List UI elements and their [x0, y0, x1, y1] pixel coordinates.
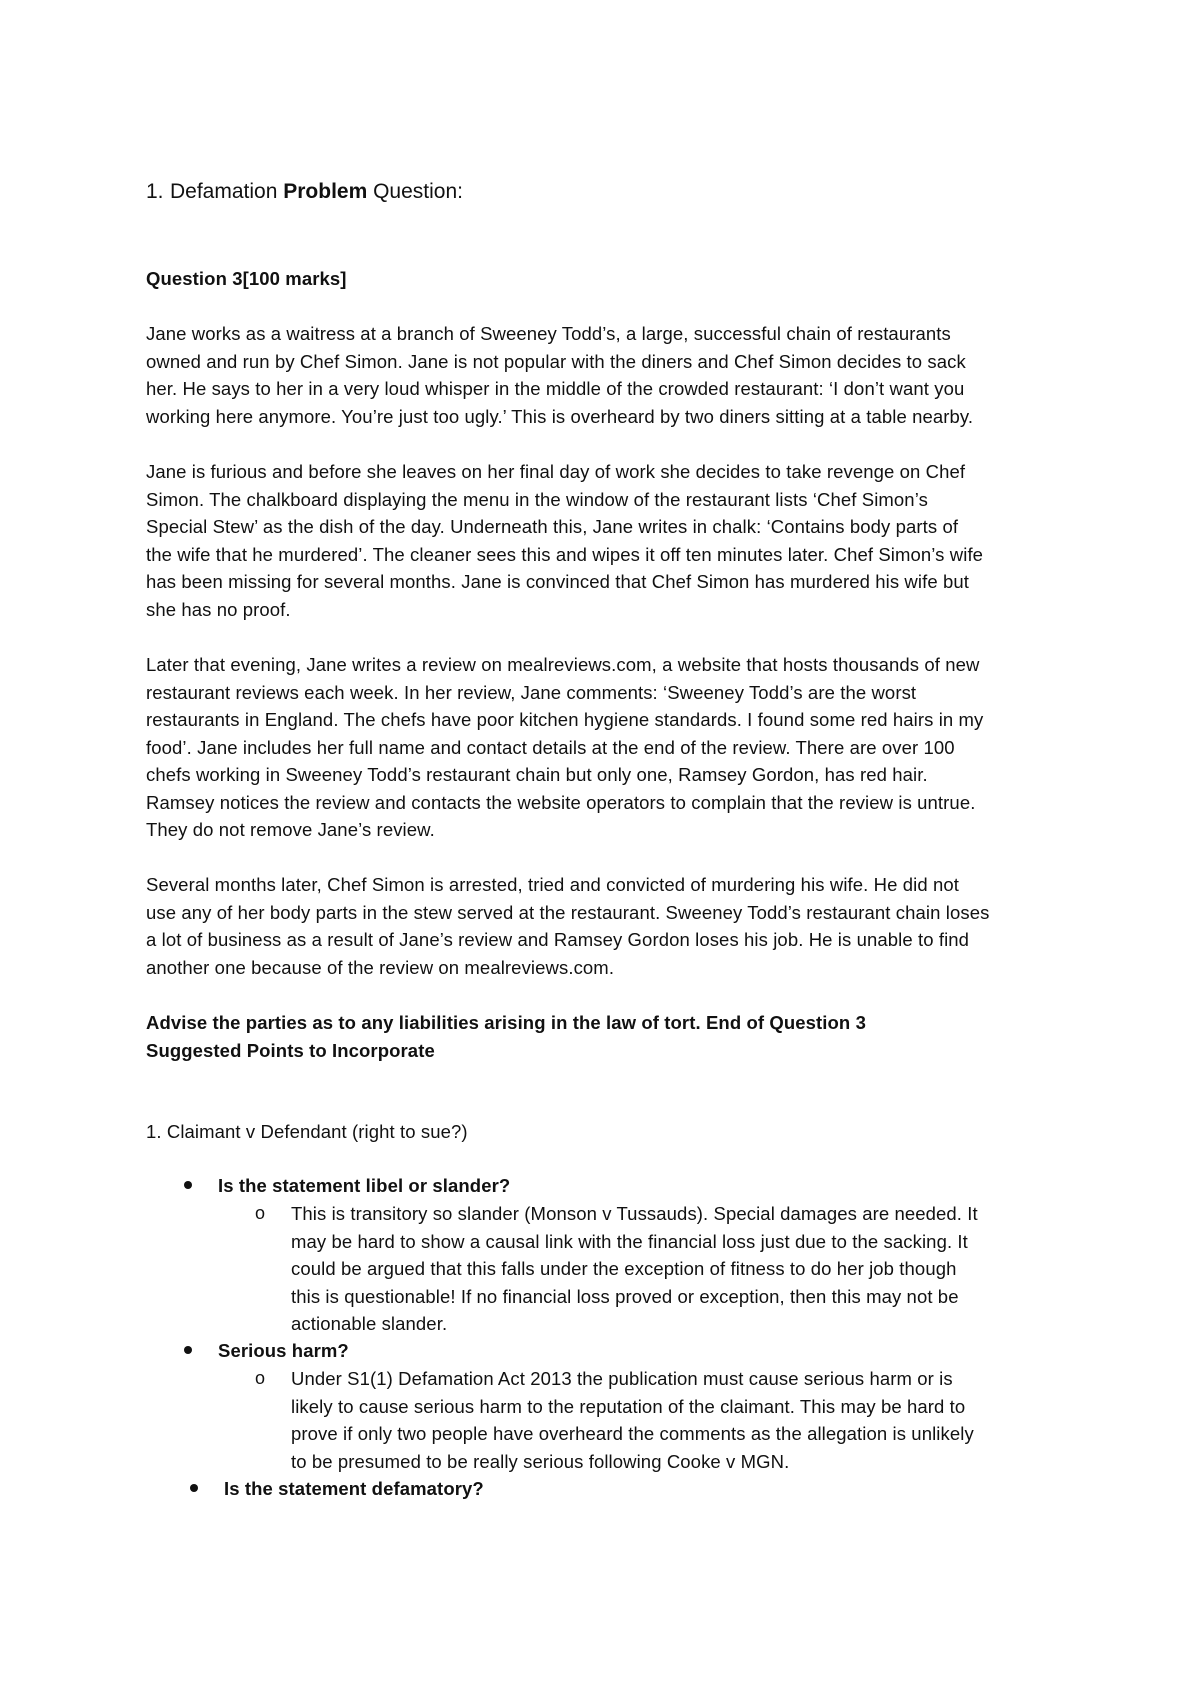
- heading-text-b: Problem: [283, 180, 368, 203]
- instruction-subheading: Suggested Points to Incorporate: [146, 1039, 435, 1061]
- paragraph-line: Several months later, Chef Simon is arrested, tried and convicted of murdering his wife. He did not: [146, 874, 959, 895]
- paragraph-line: the wife that he murdered’. The cleaner sees this and wipes it off ten minutes later. Chef Simon’s wife: [146, 543, 984, 565]
- paragraph-line: chefs working in Sweeney Todd’s restaurant chain but only one, Ramsey Gordon, has red hair.: [146, 764, 928, 785]
- bullet-2-line: Under S1(1) Defamation Act 2013 the publication must cause serious harm or is: [291, 1368, 953, 1389]
- bullet-icon: [190, 1484, 198, 1492]
- paragraph-line: she has no proof.: [146, 598, 291, 620]
- instruction-line: Advise the parties as to any liabilities arising in the law of tort. End of Question 3: [146, 1012, 866, 1033]
- heading-text-a: Defamation: [170, 180, 284, 203]
- heading-text-c: Question:: [367, 180, 463, 203]
- bullet-1-line: this is questionable! If no financial loss proved or exception, then this may not be: [291, 1285, 959, 1307]
- bullet-1-line: This is transitory so slander (Monson v Tussauds). Special damages are needed. It: [291, 1203, 978, 1224]
- paragraph-line: Special Stew’ as the dish of the day. Underneath this, Jane writes in chalk: ‘Contains body parts of: [146, 516, 959, 537]
- bullet-2-label: Serious harm?: [218, 1340, 349, 1361]
- sub-bullet-icon: o: [255, 1203, 266, 1223]
- sub-bullet-icon: o: [255, 1368, 266, 1388]
- paragraph-line: restaurant reviews each week. In her review, Jane comments: ‘Sweeney Todd’s are the worst: [146, 681, 917, 703]
- paragraph-line: a lot of business as a result of Jane’s review and Ramsey Gordon loses his job. He is unable to find: [146, 929, 970, 950]
- paragraph-line: has been missing for several months. Jane is convinced that Chef Simon has murdered his wife but: [146, 571, 969, 592]
- paragraph-line: her. He says to her in a very loud whisper in the middle of the crowded restaurant: ‘I don’t want you: [146, 378, 965, 399]
- paragraph-line: owned and run by Chef Simon. Jane is not popular with the diners and Chef Simon decides to sack: [146, 350, 966, 372]
- bullet-2-line: to be presumed to be really serious following Cooke v MGN.: [291, 1450, 790, 1472]
- paragraph-line: Jane is furious and before she leaves on her final day of work she decides to take revenge on Chef: [146, 461, 966, 482]
- paragraph-line: They do not remove Jane’s review.: [146, 819, 435, 840]
- heading-number: 1.: [146, 180, 164, 203]
- bullet-1-label: Is the statement libel or slander?: [218, 1175, 511, 1196]
- bullet-1-line: may be hard to show a causal link with the financial loss just due to the sacking. It: [291, 1230, 968, 1252]
- question-title: Question 3[100 marks]: [146, 268, 347, 289]
- paragraph-line: Later that evening, Jane writes a review on mealreviews.com, a website that hosts thousands of new: [146, 654, 980, 675]
- paragraph-line: restaurants in England. The chefs have poor kitchen hygiene standards. I found some red hairs in my: [146, 709, 984, 730]
- paragraph-line: Jane works as a waitress at a branch of Sweeney Todd’s, a large, successful chain of restaurants: [146, 323, 951, 344]
- paragraph-line: use any of her body parts in the stew served at the restaurant. Sweeney Todd’s restaurant chain loses: [146, 901, 990, 923]
- paragraph-line: Simon. The chalkboard displaying the menu in the window of the restaurant lists ‘Chef Simon’s: [146, 488, 928, 510]
- bullet-icon: [184, 1181, 192, 1189]
- paragraph-line: working here anymore. You’re just too ugly.’ This is overheard by two diners sitting at a table nearby.: [146, 405, 974, 427]
- bullet-2-line: likely to cause serious harm to the reputation of the claimant. This may be hard to: [291, 1395, 966, 1417]
- bullet-1-line: could be argued that this falls under the exception of fitness to do her job though: [291, 1258, 957, 1279]
- paragraph-line: Ramsey notices the review and contacts the website operators to complain that the review is untrue.: [146, 791, 976, 813]
- paragraph-line: food’. Jane includes her full name and contact details at the end of the review. There are over 100: [146, 736, 955, 758]
- section-1-title: 1. Claimant v Defendant (right to sue?): [146, 1121, 468, 1142]
- bullet-3-label: Is the statement defamatory?: [224, 1478, 484, 1499]
- document-heading: [146, 178, 463, 206]
- bullet-2-line: prove if only two people have overheard the comments as the allegation is unlikely: [291, 1423, 974, 1444]
- paragraph-line: another one because of the review on mealreviews.com.: [146, 956, 615, 978]
- bullet-1-line: actionable slander.: [291, 1313, 448, 1334]
- bullet-icon: [184, 1346, 192, 1354]
